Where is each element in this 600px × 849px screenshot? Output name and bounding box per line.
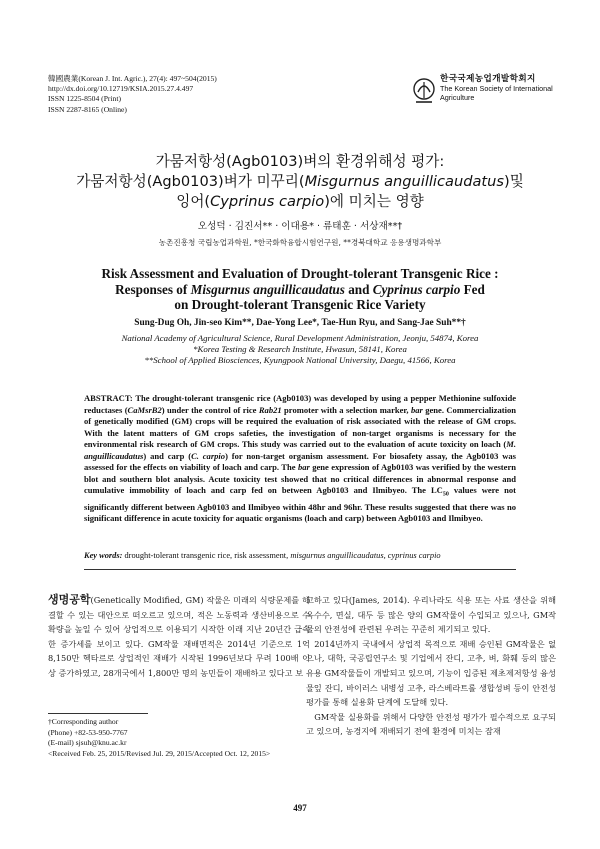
korean-title-line3-b: )에 미치는 영향 <box>324 193 424 210</box>
left-column-paragraph <box>48 593 310 681</box>
affiliation-2: *Korea Testing & Research Institute, Hwasun, 58141, Korea <box>193 344 407 355</box>
author-email[interactable]: (E-mail) sjsuh@knu.ac.kr <box>48 738 127 748</box>
society-logo <box>412 72 582 114</box>
korean-title-line2 <box>40 172 560 192</box>
logo-english-line1: The Korean Society of International <box>440 84 553 93</box>
journal-citation: 韓國農業(Korean J. Int. Agric.), 27(4): 497~504(2015) <box>48 74 217 83</box>
abstract-species-carp: C. carpio <box>191 450 226 461</box>
received-dates: <Received Feb. 25, 2015/Revised Jul. 29, 2015/Accepted Oct. 12, 2015> <box>48 748 271 758</box>
keywords-species: misgurnus anguillicaudatus, cyprinus carpio <box>290 551 441 560</box>
abstract-text-1: The drought-tolerant transgenic rice (Agb0103) was developed by using a pepper Methionine sulfoxide reductases ( <box>84 393 516 415</box>
korean-affiliation: 농촌진흥청 국립농업과학원, *한국화학융합시험연구원, **경북대학교 응용생명과학부 <box>158 238 442 247</box>
right-column-paragraph-1: 고하고 있다(James, 2014). 우리나라도 식용 또는 사료 생산을 위해 옥수수, 면실, 대두 등 많은 양의 GM작물이 수입되고 있으나, GM작물의 안전성에 관련된 우려는 꾸준히 제기되고 있다. <box>306 595 556 635</box>
abstract-text-5: ) and carp ( <box>143 450 192 461</box>
doi-link[interactable]: http://dx.doi.org/10.12719/KSIA.2015.27.4.497 <box>48 84 194 94</box>
abstract-subscript-50: 50 <box>442 492 449 499</box>
korean-title-line2-a: 가뭄저항성(Agb0103)벼가 미꾸리( <box>76 173 305 190</box>
english-authors: Sung-Dug Oh, Jin-seo Kim**, Dae-Yong Lee*, Tae-Hun Ryu, and Sang-Jae Suh**† <box>134 318 466 328</box>
abstract-text-6: ) for non-target organism assessment. For biosafety assay, the Agb0103 was assessed for the effects on viability of loach and carp. The <box>84 450 516 473</box>
intro-lead-word: 생명공학 <box>48 593 91 606</box>
english-title <box>40 266 560 313</box>
abstract-label: ABSTRACT: <box>84 393 133 403</box>
logo-english-line2: Agriculture <box>440 92 475 102</box>
abstract-text-7: gene expression of Agb0103 was verified by the western blot and southern blot analysis. Acute toxicity test showed that no critical differences in abnormal response and cumulative immobility of loach and carp fed on between Agb0103 and Ilmibyeo. The LC <box>84 462 516 496</box>
abstract-text-3: promoter with a selection marker, <box>281 404 411 415</box>
korean-title-line1: 가뭄저항성(Agb0103)벼의 환경위해성 평가: <box>155 153 445 170</box>
footnote <box>48 717 318 759</box>
abstract-species-loach: M. anguillicaudatus <box>84 439 516 461</box>
right-column-paragraph-3: GM작물 실용화를 위해서 다양한 안전성 평가가 필수적으로 요구되고 있으며, 농경지에 재배되기 전에 환경에 미치는 잠재 <box>306 711 556 737</box>
korean-title <box>40 152 560 212</box>
keywords <box>84 550 516 561</box>
english-title-line2-c: Fed <box>460 281 485 297</box>
english-affiliations <box>40 333 560 367</box>
korean-title-line3-a: 잉어( <box>176 193 211 210</box>
left-column <box>48 593 310 681</box>
left-column-text: (Genetically Modified, GM) 작물은 미래의 식량문제를 해결할 수 있는 대안으로 떠오르고 있으며, 적은 노동력과 생산비용으로 수확량을 높일 수 있어 상업적으로 이용되기 시작한 이래 지난 20년간 급속한 증가세를 보이고 있다. GM작물 재배면적은 2014년 기준으로 1억 8,150만 헥타르로 상업적인 재배가 시작된 1996년보다 무려 100배 이상 증가하였고, 28개국에서 1,800만 명의 농민들이 재배하고 있다고 보 <box>48 595 310 678</box>
keywords-label: Key words: <box>84 551 123 560</box>
abstract-gene-camsrb2: CaMsrB2 <box>127 404 162 415</box>
right-column <box>306 593 556 739</box>
abstract-divider <box>84 569 516 570</box>
abstract-gene-bar: bar <box>410 404 423 415</box>
footnote-divider <box>48 713 148 714</box>
english-title-line2-a: Responses of <box>115 281 191 297</box>
affiliation-1: National Academy of Agricultural Science, Rural Development Administration, Jeonju, 54874, Korea <box>121 333 479 343</box>
korean-authors: 오성덕 · 김진서** · 이대용* · 류태훈 · 서상재**† <box>197 221 403 232</box>
page-number: 497 <box>293 803 307 813</box>
english-title-line1: Risk Assessment and Evaluation of Drought-tolerant Transgenic Rice : <box>101 266 499 281</box>
society-emblem-icon <box>412 76 436 106</box>
english-title-species1: Misgurnus anguillicaudatus <box>190 281 345 297</box>
abstract-text-4: gene. Commercialization of genetically modified (GM) crops will be required the evaluation of risk associated with the release of GM crops. With the latent matters of GM crops safeties, the investigation of non-target organisms is necessary for the environmental risk research of GM crops. This study was carried out to the evaluation of acute toxicity on loach ( <box>84 404 516 450</box>
english-title-line2 <box>40 282 560 298</box>
abstract <box>84 393 516 525</box>
right-column-paragraph-2: 2014년까지 국내에서 상업적 목적으로 재배 승인된 GM작물은 없으나, 대학, 국공립연구소 및 기업에서 잔디, 고추, 벼, 화훼 등의 많은 유용 GM작물들이 개발되고 있으며, 기능이 입증된 제초제저항성 융성물잎 잔디, 바이러스 내병성 고추, 라스베라트롤 생합성벼 등이 안전성 평가를 통해 실용화 단계에 도달해 있다. <box>306 638 556 708</box>
author-phone: (Phone) +82-53-950-7767 <box>48 727 128 737</box>
logo-korean-name: 한국국제농업개발학회지 <box>440 74 536 84</box>
korean-title-species2: Cyprinus carpio <box>210 193 325 210</box>
english-title-species2: Cyprinus carpio <box>372 281 461 297</box>
english-title-line2-b: and <box>344 281 373 297</box>
logo-english-name <box>440 85 580 102</box>
corresponding-author: †Corresponding author <box>48 717 119 726</box>
abstract-text-8: values were not significantly different between Agb0103 and Ilmibyeo within 48hr and 96hr. These results suggested that there was no significant difference in acute toxicity for aquatic organisms (loach and carp) between Agb0103 and Ilmibyeo. <box>84 485 516 524</box>
keywords-text: drought-tolerant transgenic rice, risk assessment, <box>122 551 291 560</box>
issn-print: ISSN 1225-8504 (Print) <box>48 94 121 104</box>
issn-online: ISSN 2287-8165 (Online) <box>48 104 127 114</box>
korean-title-line2-b: )및 <box>504 173 524 190</box>
affiliation-3: **School of Applied Biosciences, Kyungpook National University, Daegu, 41566, Korea <box>144 355 456 366</box>
journal-header <box>48 74 217 115</box>
korean-title-line3 <box>40 192 560 212</box>
korean-title-species1: Misgurnus anguillicaudatus <box>304 173 504 190</box>
english-title-line3: on Drought-tolerant Transgenic Rice Variety <box>174 297 426 313</box>
abstract-text-2: ) under the control of rice <box>161 404 259 415</box>
abstract-gene-bar-2: bar <box>297 462 310 473</box>
abstract-gene-rab21: Rab21 <box>258 404 282 415</box>
